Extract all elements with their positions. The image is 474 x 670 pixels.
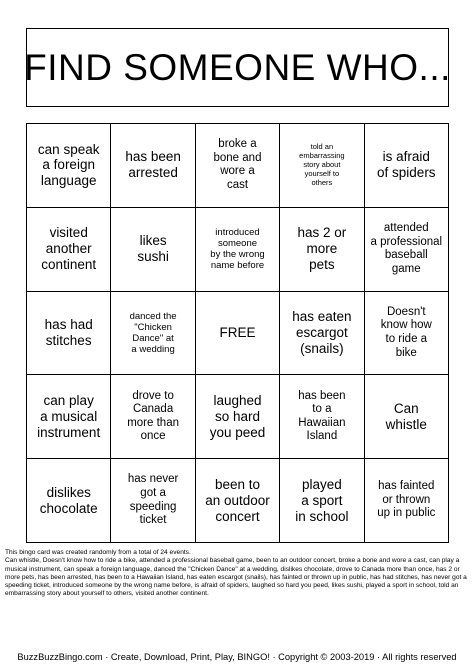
bingo-cell: likes sushi <box>111 208 195 292</box>
bingo-card <box>26 28 449 542</box>
bingo-cell: laughed so hard you peed <box>196 375 280 459</box>
bingo-cell: broke a bone and wore a cast <box>196 124 280 208</box>
bingo-cell: has 2 or more pets <box>280 208 364 292</box>
bingo-cell: dislikes chocolate <box>27 459 111 543</box>
bingo-cell: has been to a Hawaiian Island <box>280 375 364 459</box>
bingo-cell: drove to Canada more than once <box>111 375 195 459</box>
info-events-list: Can whistle, Doesn't know how to ride a bike, attended a professional baseball game, been to an outdoor concert, broke a bone and wore a cast, can play a musical instrument, can speak a foreign language, danced the "Chicken Dance" at a wedding, dislikes chocolate, drove to Canada more than once, has 2 or more pets, has been arrested, has been to a Hawaiian Island, has eaten escargot (snails), has fainted or thrown up in public, has had stitches, has never got a speeding ticket, introduced someone by the wrong name before, is afraid of spiders, laughed so hard you peed, likes sushi, played a sport in school, told an embarrassing story about yourself to others, visited another continent. <box>5 557 467 598</box>
bingo-cell: Can whistle <box>365 375 449 459</box>
bingo-cell: has had stitches <box>27 292 111 376</box>
bingo-cell: been to an outdoor concert <box>196 459 280 543</box>
card-info <box>5 549 469 599</box>
bingo-cell: has been arrested <box>111 124 195 208</box>
bingo-cell: has eaten escargot (snails) <box>280 292 364 376</box>
bingo-cell: can play a musical instrument <box>27 375 111 459</box>
bingo-cell: told an embarrassing story about yourself to others <box>280 124 364 208</box>
bingo-cell: played a sport in school <box>280 459 364 543</box>
info-summary: This bingo card was created randomly from a total of 24 events. <box>5 549 191 556</box>
free-space: FREE <box>196 292 280 376</box>
bingo-cell: introduced someone by the wrong name before <box>196 208 280 292</box>
bingo-cell: danced the "Chicken Dance" at a wedding <box>111 292 195 376</box>
title-box <box>26 28 449 107</box>
card-title: FIND SOMEONE WHO... <box>24 46 451 88</box>
bingo-cell: has never got a speeding ticket <box>111 459 195 543</box>
bingo-cell: can speak a foreign language <box>27 124 111 208</box>
bingo-cell: Doesn't know how to ride a bike <box>365 292 449 376</box>
bingo-cell: is afraid of spiders <box>365 124 449 208</box>
bingo-cell: visited another continent <box>27 208 111 292</box>
site-footer: BuzzBuzzBingo.com · Create, Download, Print, Play, BINGO! · Copyright © 2003-2019 · All rights reserved <box>17 652 457 662</box>
bingo-cell: has fainted or thrown up in public <box>365 459 449 543</box>
bingo-cell: attended a professional baseball game <box>365 208 449 292</box>
bingo-grid <box>26 123 449 543</box>
